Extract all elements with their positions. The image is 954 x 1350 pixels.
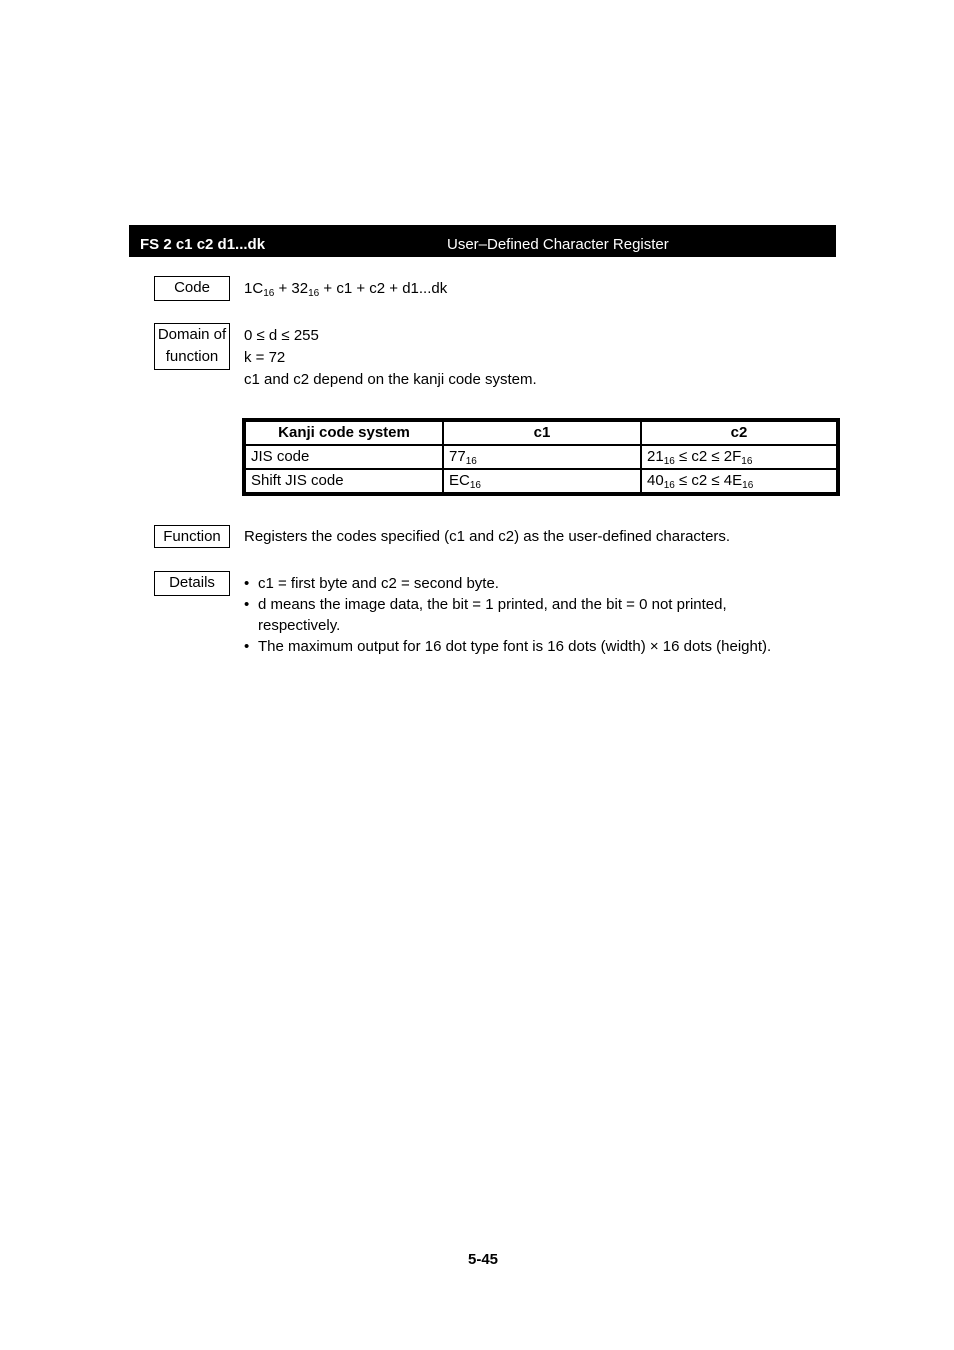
domain-value (244, 325, 537, 391)
function-label: Function (154, 525, 230, 548)
list-item: • c1 = first byte and c2 = second byte. (244, 575, 499, 592)
table-cell: $40_{16} \le c2 \le 4E_{16}$ (641, 469, 837, 493)
domain-line-1: 0 ≤ d ≤ 255 (244, 327, 319, 344)
section-header (129, 225, 836, 257)
column-header: Kanji code system (245, 421, 443, 445)
bullet-icon: • (244, 596, 250, 613)
kanji-code-table (242, 418, 840, 496)
section-title: User–Defined Character Register (447, 236, 669, 253)
table-cell: JIS code (245, 445, 443, 469)
table-cell: $EC_{16}$ (443, 469, 641, 493)
function-description: Registers the codes specified (c1 and c2) as the user-defined characters. (244, 528, 731, 545)
column-header: c2 (641, 421, 837, 445)
table-cell: $77_{16}$ (443, 445, 641, 469)
domain-line-2: k = 72 (244, 349, 286, 366)
table-header-row (245, 421, 837, 445)
table-row (245, 469, 837, 493)
bullet-icon: • (244, 638, 250, 655)
domain-label: Domain of function (154, 323, 230, 370)
table-row (245, 445, 837, 469)
details-list (244, 573, 771, 657)
page-number: 5-45 (467, 1251, 499, 1268)
command-name: FS 2 c1 c2 d1...dk (140, 236, 266, 253)
list-item: • The maximum output for 16 dot type font is 16 dots (width) × 16 dots (height). (244, 638, 772, 655)
code-label: Code (154, 276, 230, 301)
column-header: c1 (443, 421, 641, 445)
table-cell: $21_{16} \le c2 \le 2F_{16}$ (641, 445, 837, 469)
table-cell: Shift JIS code (245, 469, 443, 493)
code-value: $1C_{16} + 32_{16} + c1 + c2 + d1...dk$ (244, 280, 448, 299)
details-label: Details (154, 571, 230, 596)
domain-line-3: c1 and c2 depend on the kanji code system. (244, 371, 537, 388)
list-item: • d means the image data, the bit = 1 printed, and the bit = 0 not printed, respectively. (244, 596, 727, 634)
bullet-icon: • (244, 575, 250, 592)
